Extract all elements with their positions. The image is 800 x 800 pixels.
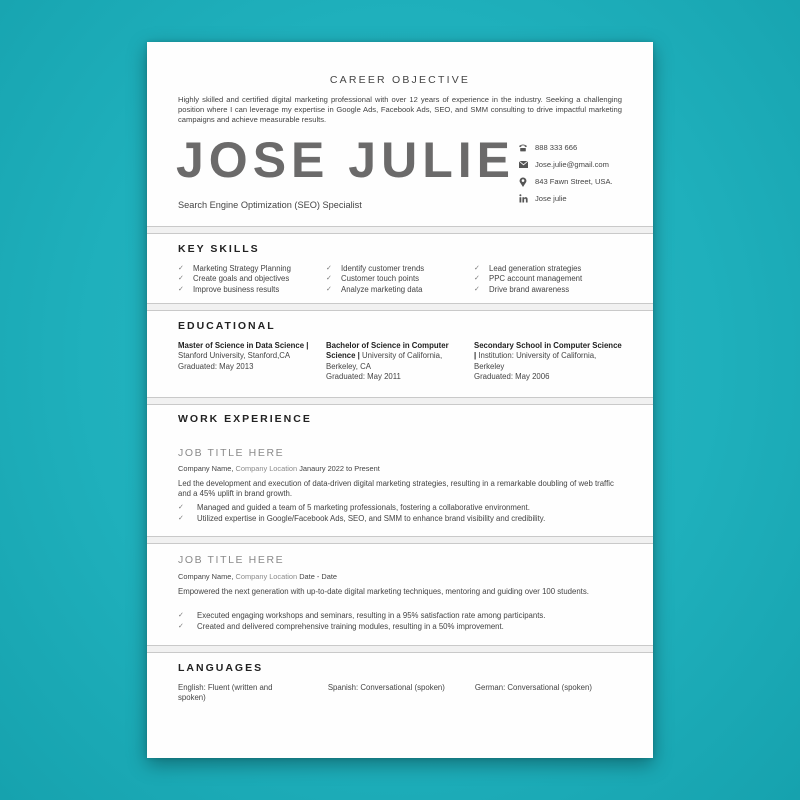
degree-name: Secondary School in Computer Science <box>474 341 622 350</box>
section-divider <box>147 645 653 653</box>
skill-item: ✓ Marketing Strategy Planning <box>178 264 291 273</box>
career-objective-text: Highly skilled and certified digital marketing professional with over 12 years of experience in the industry. Seeking a challenging position where I can leverage my expertise in Google Ads, Facebook Ads, SEO, and SMM consulting to drive impactful marketing campaigns and achieve measurable results. <box>178 95 622 124</box>
envelope-icon <box>518 160 528 170</box>
contact-linkedin <box>518 190 613 207</box>
graduation-date: Graduated: May 2013 <box>178 361 254 371</box>
job-bullet: ✓ Utilized expertise in Google/Facebook Ads, SEO, and SMM to enhance brand visibility and credibility. <box>178 513 546 523</box>
checkmark-icon: ✓ <box>178 612 184 619</box>
languages-title: LANGUAGES <box>178 662 264 674</box>
contact-block <box>518 139 613 207</box>
job-bullet: ✓ Managed and guided a team of 5 marketing professionals, fostering a collaborative environment. <box>178 503 530 512</box>
checkmark-icon: ✓ <box>178 285 184 293</box>
candidate-name: JOSE JULIE <box>176 132 515 188</box>
checkmark-icon: ✓ <box>326 275 332 283</box>
section-divider <box>147 397 653 405</box>
phone-icon <box>518 143 528 153</box>
skill-item: ✓ Analyze marketing data <box>326 284 423 294</box>
email-text: Jose.julie@gmail.com <box>535 160 609 169</box>
job-title: JOB TITLE HERE <box>178 554 285 566</box>
job-company-line <box>178 572 337 581</box>
resume-page <box>147 42 653 758</box>
checkmark-icon: ✓ <box>178 275 184 283</box>
job-title: JOB TITLE HERE <box>178 447 285 459</box>
school-name: Stanford University, Stanford,CA <box>178 351 291 361</box>
graduation-date: Graduated: May 2006 <box>474 371 550 381</box>
linkedin-text: Jose julie <box>535 194 567 203</box>
checkmark-icon: ✓ <box>326 265 332 272</box>
phone-text: 888 333 666 <box>535 143 578 152</box>
education-item: Bachelor of Science in Computer Science | University of California, Berkeley, CA Graduated: May 2011 <box>326 341 449 381</box>
linkedin-icon <box>518 194 528 204</box>
checkmark-icon: ✓ <box>178 504 184 511</box>
language-item: English: Fluent (written and spoken) <box>178 683 273 702</box>
skill-item: ✓ Improve business results <box>178 284 280 294</box>
checkmark-icon: ✓ <box>178 265 184 272</box>
languages-list <box>178 683 622 703</box>
key-skills-title: KEY SKILLS <box>178 243 260 255</box>
checkmark-icon: ✓ <box>474 275 480 283</box>
section-divider <box>147 226 653 234</box>
company-name: Company Name, <box>178 464 234 473</box>
location-pin-icon <box>518 177 528 187</box>
skills-column <box>178 264 326 295</box>
contact-address <box>518 173 613 190</box>
education-item: Master of Science in Data Science | Stanford University, Stanford,CA Graduated: May 2013 <box>178 341 309 371</box>
checkmark-icon: ✓ <box>474 285 480 293</box>
contact-email <box>518 156 613 173</box>
checkmark-icon: ✓ <box>178 622 184 630</box>
checkmark-icon: ✓ <box>326 285 332 293</box>
skill-item: ✓ Identify customer trends <box>326 264 425 273</box>
education-item: Secondary School in Computer Science | Institution: University of California, Berkeley Graduated: May 2006 <box>474 341 622 381</box>
degree-name: Bachelor of Science in Computer Science <box>326 341 449 361</box>
work-experience-title: WORK EXPERIENCE <box>178 413 312 425</box>
candidate-role: Search Engine Optimization (SEO) Specialist <box>178 200 362 210</box>
skill-item: ✓ Lead generation strategies <box>474 264 582 273</box>
job-bullet: ✓ Executed engaging workshops and seminars, resulting in a 95% satisfaction rate among participants. <box>178 611 546 620</box>
section-divider <box>147 536 653 544</box>
address-text: 843 Fawn Street, USA. <box>535 177 613 186</box>
key-skills-list <box>178 264 622 295</box>
school-name: University of California, Berkeley, CA <box>326 351 443 371</box>
graduation-date: Graduated: May 2011 <box>326 371 401 381</box>
education-title: EDUCATIONAL <box>178 320 276 332</box>
skill-item: ✓ Customer touch points <box>326 274 420 284</box>
company-location: Company Location <box>235 572 298 581</box>
skill-item: ✓ Create goals and objectives <box>178 274 290 284</box>
education-list <box>178 341 622 382</box>
section-divider <box>147 303 653 311</box>
job-description: Led the development and execution of data-driven digital marketing strategies, resulting in a remarkable doubling of web traffic and a 45% uplift in brand growth. <box>178 479 614 498</box>
checkmark-icon: ✓ <box>474 265 480 272</box>
job-bullets <box>178 611 622 632</box>
job-description: Empowered the next generation with up-to-date digital marketing techniques, mentoring and guiding over 100 students. <box>178 587 589 596</box>
company-name: Company Name, <box>178 572 234 581</box>
checkmark-icon: ✓ <box>178 514 184 522</box>
skills-column <box>326 264 474 295</box>
skills-column <box>474 264 622 295</box>
contact-phone <box>518 139 613 156</box>
language-item: German: Conversational (spoken) <box>474 683 592 692</box>
company-location: Company Location <box>235 464 298 473</box>
job-bullet: ✓ Created and delivered comprehensive training modules, resulting in a 50% improvement. <box>178 621 504 631</box>
degree-name: Master of Science in Data Science <box>178 341 305 350</box>
job-bullets <box>178 503 622 524</box>
language-item: Spanish: Conversational (spoken) <box>327 683 445 692</box>
job-dates: Janaury 2022 to Present <box>299 464 380 473</box>
school-name: Institution: University of California, Berkeley <box>474 351 597 371</box>
career-objective-title: CAREER OBJECTIVE <box>329 74 471 86</box>
skill-item: ✓ Drive brand awareness <box>474 284 570 294</box>
skill-item: ✓ PPC account management <box>474 274 583 284</box>
job-company-line <box>178 464 380 473</box>
job-dates: Date - Date <box>299 572 338 581</box>
